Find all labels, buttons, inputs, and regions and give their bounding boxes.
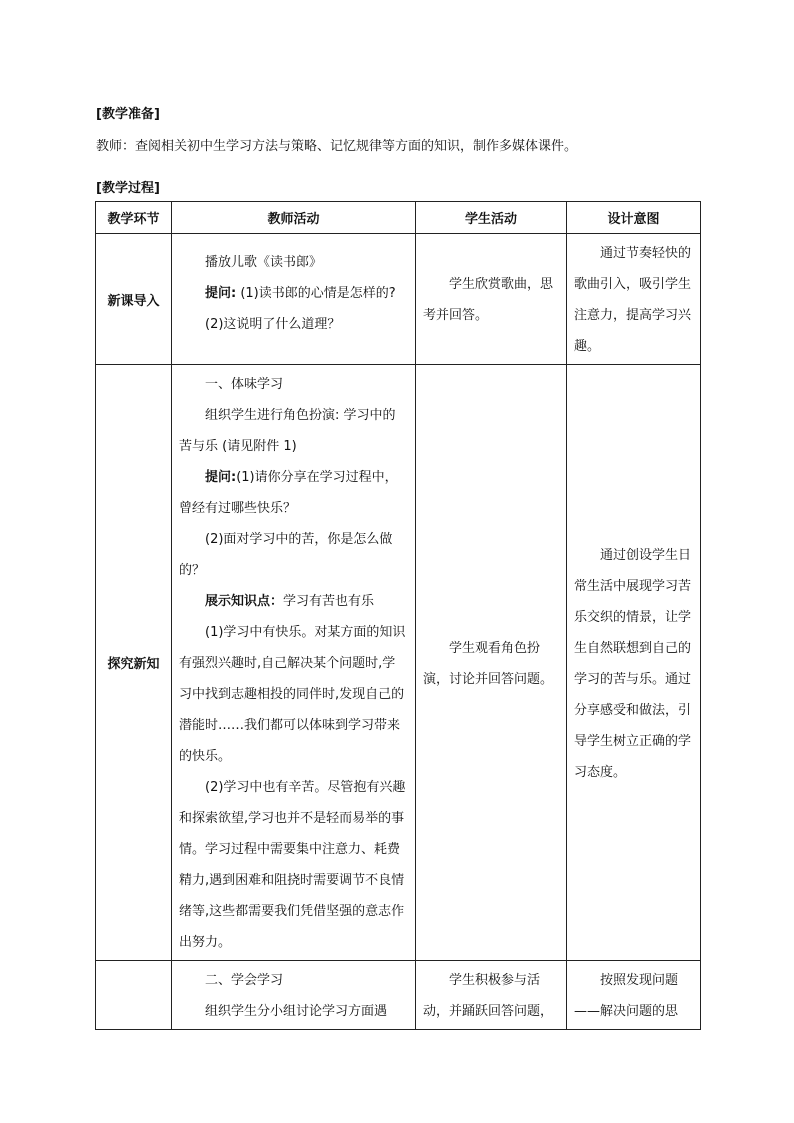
intent-text: 通过创设学生日常生活中展现学习苦乐交织的情景，让学生自然联想到自己的学习的苦与乐。通过分享感受和做法，引导学生树立正确的学习态度。 — [574, 547, 692, 780]
teacher-text: (1)读书郎的心情是怎样的? — [240, 286, 396, 301]
header-student: 学生活动 — [416, 202, 567, 234]
student-text: 学生积极参与活动，并踊跃回答问题， — [423, 973, 554, 1019]
header-intent: 设计意图 — [567, 202, 701, 234]
student-cell — [416, 234, 567, 365]
teacher-text: 二、学会学习 — [205, 973, 284, 988]
teacher-text: (2)学习中也有辛苦。尽管抱有兴趣和探索欲望,学习也并不是轻而易举的事情。学习过程中需要集中注意力、耗费精力,遇到困难和阻挠时需要调节不良情绪等,这些都需要我们凭借坚强的意志作出努力。 — [179, 780, 406, 950]
student-cell — [416, 961, 567, 1030]
teacher-text: (2)这说明了什么道理？ — [205, 317, 341, 332]
intent-cell — [567, 961, 701, 1030]
intent-text: 通过节奏轻快的歌曲引入，吸引学生注意力，提高学习兴趣。 — [574, 246, 692, 354]
question-label: 提问: — [205, 286, 237, 301]
teacher-cell — [172, 234, 416, 365]
process-heading: [教学过程] — [96, 181, 160, 196]
header-stage: 教学环节 — [96, 202, 172, 234]
student-text: 学生欣赏歌曲，思考并回答。 — [423, 277, 554, 323]
teacher-text: 一、体味学习 — [205, 377, 284, 392]
table-row — [96, 365, 701, 961]
teacher-text: (1)请你分享在学习过程中，曾经有过哪些快乐？ — [179, 470, 398, 516]
teacher-text: (2)面对学习中的苦，你是怎么做的？ — [179, 532, 393, 578]
teacher-text: (1)学习中有快乐。对某方面的知识有强烈兴趣时,自己解决某个问题时,学习中找到志趣相投的同伴时,发现自己的潜能时……我们都可以体味到学习带来的快乐。 — [179, 625, 406, 764]
stage-cell — [96, 961, 172, 1030]
table-row — [96, 961, 701, 1030]
stage-cell — [96, 234, 172, 365]
teacher-text: 组织学生进行角色扮演: 学习中的苦与乐 (请见附件 1) — [179, 408, 396, 454]
stage-label: 探究新知 — [107, 657, 160, 672]
stage-label: 新课导入 — [107, 293, 160, 309]
student-cell — [416, 365, 567, 961]
student-text: 学生观看角色扮演，讨论并回答问题。 — [423, 640, 554, 687]
intent-cell — [567, 234, 701, 365]
teacher-text: 学习有苦也有乐 — [283, 594, 375, 609]
teacher-text: 组织学生分小组讨论学习方面遇 — [205, 1004, 388, 1019]
question-label: 提问: — [205, 470, 237, 485]
intent-text: 按照发现问题——解决问题的思 — [574, 973, 679, 1019]
header-teacher: 教师活动 — [172, 202, 416, 234]
intent-cell — [567, 365, 701, 961]
table-row — [96, 234, 701, 365]
prep-heading: [教学准备] — [96, 107, 160, 122]
teacher-cell — [172, 365, 416, 961]
stage-cell — [96, 365, 172, 961]
teacher-cell — [172, 961, 416, 1030]
prep-teacher-text: 教师：查阅相关初中生学习方法与策略、记忆规律等方面的知识，制作多媒体课件。 — [96, 139, 578, 154]
table-header-row — [96, 202, 701, 234]
knowledge-label: 展示知识点： — [205, 594, 284, 609]
lesson-table — [95, 201, 701, 1030]
teacher-text: 播放儿歌《读书郎》 — [205, 255, 323, 270]
